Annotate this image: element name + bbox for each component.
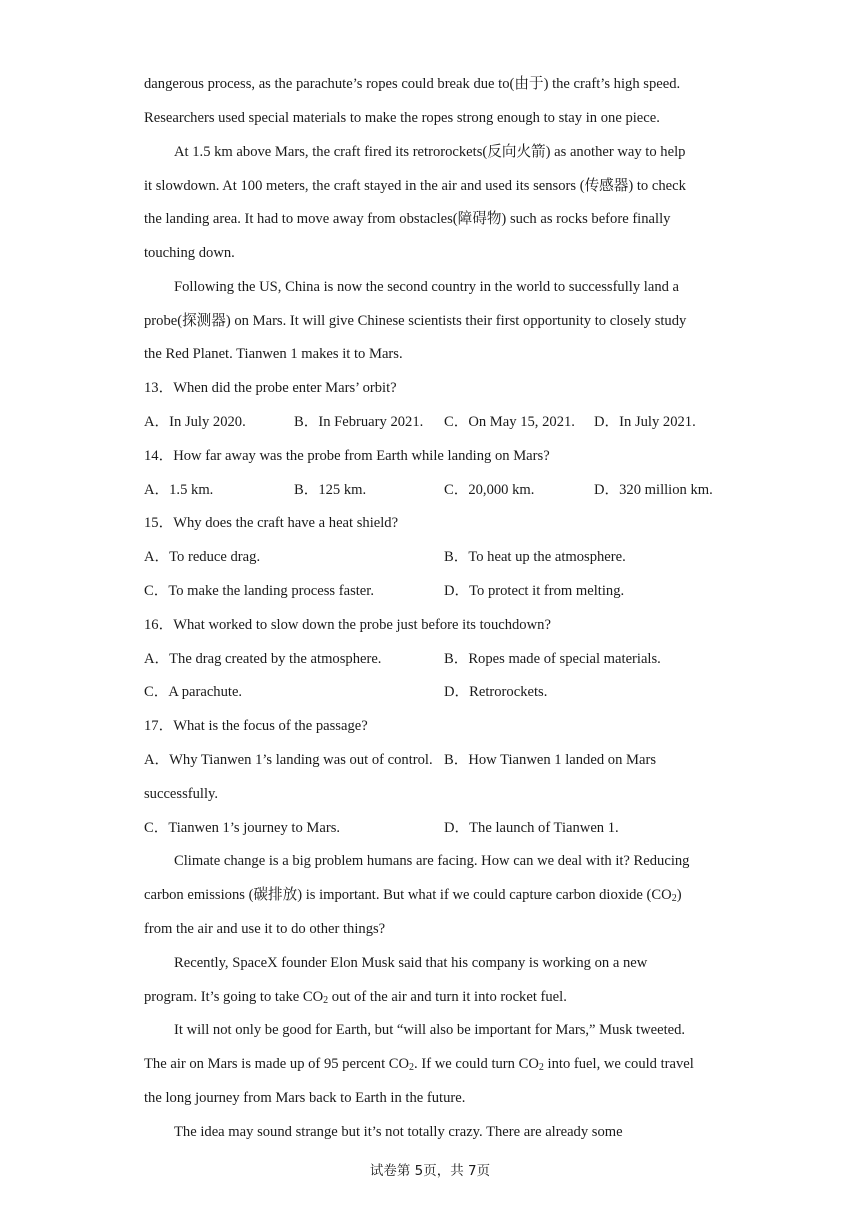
option-b-continued: successfully.: [144, 786, 219, 802]
text-segment: ): [676, 887, 682, 903]
passage-line: Following the US, China is now the second country in the world to successfully land a: [174, 279, 680, 295]
option-d: D．The launch of Tianwen 1.: [444, 820, 619, 836]
passage-line: The idea may sound strange but it’s not totally crazy. There are already some: [174, 1124, 623, 1140]
passage-line: Researchers used special materials to make the ropes strong enough to stay in one piece.: [144, 110, 660, 126]
option-d: D．In July 2021.: [594, 414, 696, 430]
passage-line: Climate change is a big problem humans are facing. How can we deal with it? Reducing: [174, 853, 690, 869]
passage-line: touching down.: [144, 245, 235, 261]
subscript: 2: [538, 1062, 544, 1073]
passage-line: [144, 886, 682, 904]
text-segment: . If we could turn CO: [414, 1056, 539, 1072]
option-c: C．On May 15, 2021.: [444, 414, 575, 430]
passage-line: It will not only be good for Earth, but “will also be important for Mars,” Musk tweeted.: [174, 1022, 686, 1038]
question-stem: 17．What is the focus of the passage?: [144, 718, 368, 734]
text-segment: into fuel, we could travel: [543, 1056, 694, 1072]
question-stem: 13．When did the probe enter Mars’ orbit?: [144, 380, 397, 396]
option-b: B．How Tianwen 1 landed on Mars: [444, 752, 657, 768]
subscript: 2: [671, 893, 677, 904]
question-stem: 15．Why does the craft have a heat shield?: [144, 515, 399, 531]
option-b: B．In February 2021.: [294, 414, 424, 430]
option-a: A．The drag created by the atmosphere.: [144, 651, 382, 667]
option-c: C．20,000 km.: [444, 482, 535, 498]
question-stem: 16．What worked to slow down the probe just before its touchdown?: [144, 617, 551, 633]
passage-line: [144, 988, 567, 1006]
text-segment: program. It’s going to take CO: [144, 989, 324, 1005]
passage-line: At 1.5 km above Mars, the craft fired its retrorockets(反向火箭) as another way to help: [174, 144, 686, 160]
passage-line: probe(探测器) on Mars. It will give Chinese scientists their first opportunity to closely study: [144, 313, 687, 329]
text-segment: out of the air and turn it into rocket fuel.: [328, 989, 567, 1005]
question-stem: 14．How far away was the probe from Earth while landing on Mars?: [144, 448, 550, 464]
option-d: D．To protect it from melting.: [444, 583, 625, 599]
option-c: C．Tianwen 1’s journey to Mars.: [144, 820, 341, 836]
option-a: A．To reduce drag.: [144, 549, 261, 565]
passage-line: Recently, SpaceX founder Elon Musk said that his company is working on a new: [174, 955, 648, 971]
option-a: A．In July 2020.: [144, 414, 246, 430]
option-d: D．320 million km.: [594, 482, 713, 498]
option-c: C．A parachute.: [144, 684, 243, 700]
text-segment: The air on Mars is made up of 95 percent CO: [144, 1056, 410, 1072]
option-c: C．To make the landing process faster.: [144, 583, 374, 599]
text-segment: carbon emissions (碳排放) is important. But what if we could capture carbon dioxide (CO: [144, 887, 672, 903]
option-b: B．Ropes made of special materials.: [444, 651, 661, 667]
option-b: B．125 km.: [294, 482, 367, 498]
passage-line: the long journey from Mars back to Earth in the future.: [144, 1090, 466, 1106]
passage-line: dangerous process, as the parachute’s ropes could break due to(由于) the craft’s high speed.: [144, 76, 681, 92]
subscript: 2: [323, 995, 329, 1006]
passage-line: the landing area. It had to move away from obstacles(障碍物) such as rocks before finally: [144, 211, 671, 227]
passage-line: the Red Planet. Tianwen 1 makes it to Mars.: [144, 346, 403, 362]
subscript: 2: [409, 1062, 415, 1073]
passage-line: it slowdown. At 100 meters, the craft stayed in the air and used its sensors (传感器) to check: [144, 178, 686, 194]
option-a: A．1.5 km.: [144, 482, 214, 498]
option-a: A．Why Tianwen 1’s landing was out of control.: [144, 752, 433, 768]
option-d: D．Retrorockets.: [444, 684, 548, 700]
passage-line: [144, 1055, 694, 1073]
page-footer: 试卷第 5页，共 7页: [369, 1163, 491, 1179]
option-b: B．To heat up the atmosphere.: [444, 549, 626, 565]
passage-line: from the air and use it to do other things?: [144, 921, 386, 937]
